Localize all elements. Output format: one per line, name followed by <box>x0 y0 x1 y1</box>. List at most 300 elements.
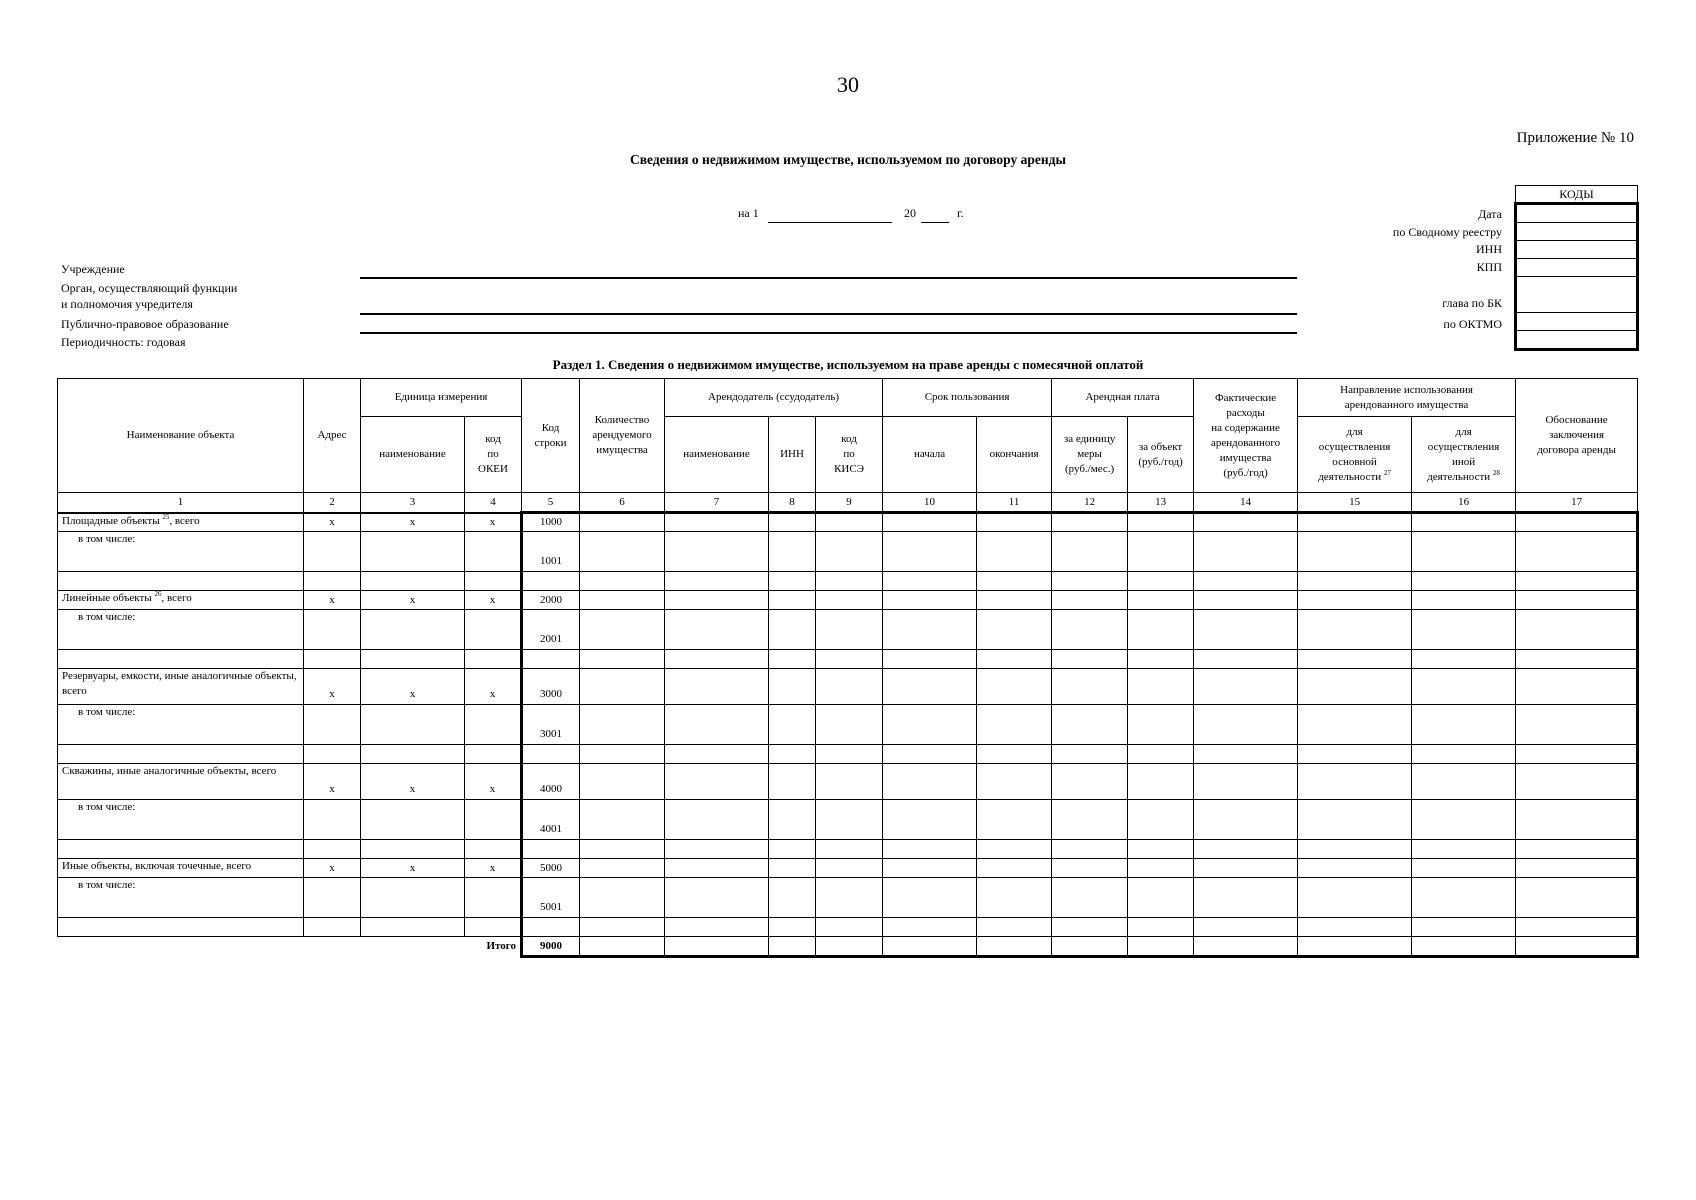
data-cell[interactable] <box>1194 878 1298 918</box>
data-cell[interactable] <box>1128 937 1194 957</box>
code-cell-oktmo[interactable] <box>1516 313 1638 331</box>
data-cell[interactable] <box>1298 840 1412 859</box>
data-cell[interactable] <box>1194 859 1298 878</box>
data-cell[interactable] <box>1052 532 1128 572</box>
data-cell[interactable] <box>769 937 816 957</box>
object-name: Площадные объекты $^{25}$, всего <box>58 513 304 532</box>
data-cell[interactable] <box>580 878 665 918</box>
data-cell[interactable] <box>304 650 361 669</box>
data-cell[interactable] <box>465 650 522 669</box>
data-cell[interactable] <box>580 840 665 859</box>
row-code: 5000 <box>522 859 580 878</box>
row-code[interactable] <box>522 918 580 937</box>
data-cell[interactable] <box>769 859 816 878</box>
data-cell[interactable] <box>816 918 883 937</box>
table-row <box>58 745 1638 764</box>
data-cell[interactable] <box>1298 513 1412 532</box>
col-header-rent-object: за объект (руб./год) <box>1128 417 1194 493</box>
data-cell[interactable] <box>465 705 522 745</box>
code-cell-periodicity[interactable] <box>1516 331 1638 350</box>
data-cell[interactable] <box>580 572 665 591</box>
data-cell[interactable] <box>580 669 665 705</box>
code-cell-date[interactable] <box>1516 204 1638 223</box>
data-cell[interactable] <box>977 513 1052 532</box>
data-cell[interactable] <box>1298 800 1412 840</box>
data-cell[interactable] <box>361 532 465 572</box>
data-cell[interactable] <box>883 513 977 532</box>
table-row <box>58 764 1638 800</box>
organ-label-line2: и полномочия учредителя <box>61 297 193 311</box>
data-cell[interactable] <box>883 572 977 591</box>
institution-label: Учреждение <box>61 262 125 276</box>
code-cell-bk[interactable] <box>1516 277 1638 313</box>
data-cell[interactable] <box>465 745 522 764</box>
data-cell[interactable] <box>977 764 1052 800</box>
data-cell[interactable] <box>665 513 769 532</box>
group-header-rent: Арендная плата <box>1052 379 1194 417</box>
data-cell[interactable] <box>304 610 361 650</box>
data-cell[interactable] <box>883 859 977 878</box>
column-number: 13 <box>1128 493 1194 513</box>
data-cell[interactable] <box>1298 764 1412 800</box>
data-cell[interactable] <box>580 513 665 532</box>
data-cell[interactable] <box>1516 650 1638 669</box>
data-cell[interactable] <box>665 840 769 859</box>
column-number: 1 <box>58 493 304 513</box>
data-cell[interactable] <box>769 800 816 840</box>
data-cell[interactable] <box>1128 650 1194 669</box>
x-mark: x <box>465 859 522 878</box>
data-cell[interactable] <box>1298 669 1412 705</box>
data-cell[interactable] <box>465 532 522 572</box>
data-cell[interactable] <box>58 918 304 937</box>
data-cell[interactable] <box>816 572 883 591</box>
data-cell[interactable] <box>1052 840 1128 859</box>
data-cell[interactable] <box>665 764 769 800</box>
data-cell[interactable] <box>1412 800 1516 840</box>
table-row <box>58 572 1638 591</box>
data-cell[interactable] <box>977 918 1052 937</box>
col-header-quantity: Количество арендуемого имущества <box>580 379 665 493</box>
data-cell[interactable] <box>1052 764 1128 800</box>
codes-box <box>1514 185 1639 351</box>
data-cell[interactable] <box>1194 937 1298 957</box>
data-cell[interactable] <box>361 745 465 764</box>
data-cell[interactable] <box>1052 800 1128 840</box>
public-entity-line <box>360 332 1297 334</box>
data-cell[interactable] <box>1128 745 1194 764</box>
data-cell[interactable] <box>883 840 977 859</box>
data-cell[interactable] <box>769 745 816 764</box>
data-cell[interactable] <box>883 937 977 957</box>
data-cell[interactable] <box>361 800 465 840</box>
data-cell[interactable] <box>465 840 522 859</box>
data-cell[interactable] <box>1128 705 1194 745</box>
data-cell[interactable] <box>361 705 465 745</box>
data-cell[interactable] <box>1516 937 1638 957</box>
data-cell[interactable] <box>1128 610 1194 650</box>
data-cell[interactable] <box>769 610 816 650</box>
data-cell[interactable] <box>816 591 883 610</box>
data-cell[interactable] <box>769 591 816 610</box>
data-cell[interactable] <box>665 705 769 745</box>
data-cell[interactable] <box>1128 918 1194 937</box>
data-cell[interactable] <box>580 764 665 800</box>
data-cell[interactable] <box>816 745 883 764</box>
data-cell[interactable] <box>1412 591 1516 610</box>
data-cell[interactable] <box>769 532 816 572</box>
data-cell[interactable] <box>665 800 769 840</box>
column-number: 17 <box>1516 493 1638 513</box>
organ-label-line1: Орган, осуществляющий функции <box>61 281 238 295</box>
data-cell[interactable] <box>1052 610 1128 650</box>
data-cell[interactable] <box>977 745 1052 764</box>
data-cell[interactable] <box>1412 610 1516 650</box>
x-mark: x <box>304 764 361 800</box>
data-cell[interactable] <box>665 745 769 764</box>
data-cell[interactable] <box>1128 532 1194 572</box>
data-cell[interactable] <box>1298 918 1412 937</box>
data-cell[interactable] <box>816 705 883 745</box>
codes-label-bk: глава по БК <box>1442 296 1502 310</box>
data-cell[interactable] <box>1194 650 1298 669</box>
data-cell[interactable] <box>580 650 665 669</box>
data-cell[interactable] <box>1516 591 1638 610</box>
data-cell[interactable] <box>977 840 1052 859</box>
data-cell[interactable] <box>816 878 883 918</box>
data-cell[interactable] <box>1128 878 1194 918</box>
data-cell[interactable] <box>1412 650 1516 669</box>
data-cell[interactable] <box>58 745 304 764</box>
data-cell[interactable] <box>883 705 977 745</box>
column-number: 7 <box>665 493 769 513</box>
organ-line <box>360 313 1297 315</box>
x-mark: x <box>465 669 522 705</box>
row-code[interactable] <box>522 572 580 591</box>
col-header-basis: Обоснование заключения договора аренды <box>1516 379 1638 493</box>
object-name: Скважины, иные аналогичные объекты, всего <box>58 764 304 800</box>
data-cell[interactable] <box>465 918 522 937</box>
data-cell[interactable] <box>1052 745 1128 764</box>
data-cell[interactable] <box>816 859 883 878</box>
data-cell[interactable] <box>977 591 1052 610</box>
data-cell[interactable] <box>977 532 1052 572</box>
data-cell[interactable] <box>1052 918 1128 937</box>
data-cell[interactable] <box>304 918 361 937</box>
data-cell[interactable] <box>769 705 816 745</box>
data-cell[interactable] <box>883 532 977 572</box>
data-cell[interactable] <box>58 650 304 669</box>
data-cell[interactable] <box>1052 878 1128 918</box>
data-cell[interactable] <box>1052 937 1128 957</box>
data-cell[interactable] <box>1412 572 1516 591</box>
data-cell[interactable] <box>1128 800 1194 840</box>
data-cell[interactable] <box>1298 745 1412 764</box>
data-cell[interactable] <box>1412 669 1516 705</box>
including-label: в том числе: <box>58 610 304 650</box>
data-cell[interactable] <box>1516 840 1638 859</box>
data-cell[interactable] <box>1298 572 1412 591</box>
data-cell[interactable] <box>304 878 361 918</box>
data-cell[interactable] <box>361 650 465 669</box>
data-cell[interactable] <box>816 764 883 800</box>
object-name: Резервуары, емкости, иные аналогичные объекты, всего <box>58 669 304 705</box>
column-number: 5 <box>522 493 580 513</box>
data-cell[interactable] <box>769 669 816 705</box>
data-cell[interactable] <box>580 705 665 745</box>
code-cell-kpp[interactable] <box>1516 259 1638 277</box>
data-cell[interactable] <box>580 918 665 937</box>
data-cell[interactable] <box>665 918 769 937</box>
data-cell[interactable] <box>1516 610 1638 650</box>
data-cell[interactable] <box>883 745 977 764</box>
data-cell[interactable] <box>580 745 665 764</box>
data-cell[interactable] <box>1298 591 1412 610</box>
data-cell[interactable] <box>883 591 977 610</box>
section-title: Раздел 1. Сведения о недвижимом имуществе, используемом на праве аренды с помесячной оплатой <box>552 357 1144 372</box>
data-cell[interactable] <box>465 878 522 918</box>
data-cell[interactable] <box>580 591 665 610</box>
data-cell[interactable] <box>1194 572 1298 591</box>
data-cell[interactable] <box>769 918 816 937</box>
data-cell[interactable] <box>769 513 816 532</box>
col-header-actual-expenses: Фактические расходы на содержание арендованного имущества (руб./год) <box>1194 379 1298 493</box>
data-cell[interactable] <box>1194 745 1298 764</box>
data-cell[interactable] <box>883 610 977 650</box>
table-row <box>58 532 1638 572</box>
row-code[interactable] <box>522 745 580 764</box>
data-cell[interactable] <box>1412 840 1516 859</box>
col-header-unit-name: наименование <box>361 417 465 493</box>
data-cell[interactable] <box>816 650 883 669</box>
data-cell[interactable] <box>465 572 522 591</box>
data-cell[interactable] <box>816 937 883 957</box>
row-code: 4000 <box>522 764 580 800</box>
data-cell[interactable] <box>883 918 977 937</box>
data-cell[interactable] <box>1194 532 1298 572</box>
total-row <box>58 937 1638 957</box>
data-cell[interactable] <box>304 745 361 764</box>
data-cell[interactable] <box>816 840 883 859</box>
data-cell[interactable] <box>1516 859 1638 878</box>
data-cell[interactable] <box>665 859 769 878</box>
data-cell[interactable] <box>977 610 1052 650</box>
data-cell[interactable] <box>58 840 304 859</box>
data-cell[interactable] <box>304 532 361 572</box>
row-code: 1001 <box>522 532 580 572</box>
data-cell[interactable] <box>1516 705 1638 745</box>
data-cell[interactable] <box>1052 650 1128 669</box>
data-cell[interactable] <box>769 650 816 669</box>
col-header-row-code: Код строки <box>522 379 580 493</box>
data-cell[interactable] <box>665 610 769 650</box>
data-cell[interactable] <box>977 705 1052 745</box>
public-entity-label: Публично-правовое образование <box>61 317 229 331</box>
data-cell[interactable] <box>1128 591 1194 610</box>
data-cell[interactable] <box>361 878 465 918</box>
data-cell[interactable] <box>1298 859 1412 878</box>
column-number: 14 <box>1194 493 1298 513</box>
data-cell[interactable] <box>883 800 977 840</box>
group-header-term: Срок пользования <box>883 379 1052 417</box>
data-cell[interactable] <box>769 840 816 859</box>
data-cell[interactable] <box>465 610 522 650</box>
data-cell[interactable] <box>1516 800 1638 840</box>
data-cell[interactable] <box>883 764 977 800</box>
data-cell[interactable] <box>580 610 665 650</box>
data-cell[interactable] <box>769 878 816 918</box>
data-cell[interactable] <box>1412 878 1516 918</box>
data-cell[interactable] <box>1194 705 1298 745</box>
data-cell[interactable] <box>1516 918 1638 937</box>
data-cell[interactable] <box>883 669 977 705</box>
data-cell[interactable] <box>1128 669 1194 705</box>
data-cell[interactable] <box>465 800 522 840</box>
periodicity-label: Периодичность: годовая <box>61 335 186 349</box>
data-cell[interactable] <box>1052 705 1128 745</box>
data-cell[interactable] <box>1298 705 1412 745</box>
data-cell[interactable] <box>883 878 977 918</box>
col-header-lessor-name: наименование <box>665 417 769 493</box>
col-header-address: Адрес <box>304 379 361 493</box>
date-day-month-blank <box>768 208 892 223</box>
data-cell[interactable] <box>977 650 1052 669</box>
column-number: 3 <box>361 493 465 513</box>
data-cell[interactable] <box>361 610 465 650</box>
data-cell[interactable] <box>1128 840 1194 859</box>
data-cell[interactable] <box>769 572 816 591</box>
data-cell[interactable] <box>304 800 361 840</box>
data-cell[interactable] <box>1298 937 1412 957</box>
data-cell[interactable] <box>1516 669 1638 705</box>
data-cell[interactable] <box>304 840 361 859</box>
data-cell[interactable] <box>977 937 1052 957</box>
data-cell[interactable] <box>665 572 769 591</box>
data-cell[interactable] <box>1194 840 1298 859</box>
data-cell[interactable] <box>1516 764 1638 800</box>
data-cell[interactable] <box>1412 745 1516 764</box>
data-cell[interactable] <box>1412 513 1516 532</box>
data-cell[interactable] <box>361 840 465 859</box>
data-cell[interactable] <box>1516 513 1638 532</box>
data-cell[interactable] <box>816 513 883 532</box>
data-cell[interactable] <box>1194 669 1298 705</box>
code-cell-inn[interactable] <box>1516 241 1638 259</box>
date-year-prefix: 20 <box>904 206 916 220</box>
codes-header: КОДЫ <box>1516 186 1638 204</box>
page-number: 30 <box>837 72 859 97</box>
column-number: 11 <box>977 493 1052 513</box>
data-cell[interactable] <box>580 532 665 572</box>
date-year-suffix: г. <box>957 206 964 220</box>
row-code[interactable] <box>522 840 580 859</box>
data-cell[interactable] <box>1194 513 1298 532</box>
data-cell[interactable] <box>1128 764 1194 800</box>
data-cell[interactable] <box>977 669 1052 705</box>
data-cell[interactable] <box>1298 532 1412 572</box>
data-cell[interactable] <box>580 937 665 957</box>
data-cell[interactable] <box>580 859 665 878</box>
data-cell[interactable] <box>580 800 665 840</box>
data-cell[interactable] <box>1194 764 1298 800</box>
data-cell[interactable] <box>361 572 465 591</box>
group-header-direction: Направление использования арендованного имущества <box>1298 379 1516 417</box>
data-cell[interactable] <box>58 572 304 591</box>
codes-label-registry: по Сводному реестру <box>1392 225 1502 239</box>
col-header-main-activity: для осуществления основной деятельности $^{27}$ <box>1298 417 1412 493</box>
data-cell[interactable] <box>1516 745 1638 764</box>
data-cell[interactable] <box>1298 610 1412 650</box>
data-cell[interactable] <box>1412 532 1516 572</box>
data-cell[interactable] <box>304 572 361 591</box>
data-cell[interactable] <box>1052 669 1128 705</box>
data-cell[interactable] <box>1052 572 1128 591</box>
data-cell[interactable] <box>1128 513 1194 532</box>
data-cell[interactable] <box>1516 532 1638 572</box>
data-cell[interactable] <box>665 937 769 957</box>
data-cell[interactable] <box>304 705 361 745</box>
column-number: 2 <box>304 493 361 513</box>
x-mark: x <box>304 591 361 610</box>
row-code: 5001 <box>522 878 580 918</box>
data-cell[interactable] <box>1052 513 1128 532</box>
including-label: в том числе: <box>58 878 304 918</box>
data-cell[interactable] <box>1412 918 1516 937</box>
data-cell[interactable] <box>1412 937 1516 957</box>
data-cell[interactable] <box>816 800 883 840</box>
data-cell[interactable] <box>1128 859 1194 878</box>
data-cell[interactable] <box>1194 591 1298 610</box>
data-cell[interactable] <box>816 532 883 572</box>
data-cell[interactable] <box>665 669 769 705</box>
data-cell[interactable] <box>361 918 465 937</box>
data-cell[interactable] <box>1298 650 1412 669</box>
data-cell[interactable] <box>977 878 1052 918</box>
data-cell[interactable] <box>977 572 1052 591</box>
data-cell[interactable] <box>665 591 769 610</box>
data-cell[interactable] <box>816 669 883 705</box>
x-mark: x <box>465 764 522 800</box>
data-cell[interactable] <box>769 764 816 800</box>
data-cell[interactable] <box>816 610 883 650</box>
data-cell[interactable] <box>665 878 769 918</box>
data-cell[interactable] <box>1412 705 1516 745</box>
code-cell-registry[interactable] <box>1516 223 1638 241</box>
data-cell[interactable] <box>1412 859 1516 878</box>
data-cell[interactable] <box>1194 800 1298 840</box>
data-cell[interactable] <box>883 650 977 669</box>
data-cell[interactable] <box>1128 572 1194 591</box>
data-cell[interactable] <box>1052 591 1128 610</box>
table-row <box>58 859 1638 878</box>
data-cell[interactable] <box>977 800 1052 840</box>
data-cell[interactable] <box>977 859 1052 878</box>
data-cell[interactable] <box>1052 859 1128 878</box>
row-code[interactable] <box>522 650 580 669</box>
row-code: 1000 <box>522 513 580 532</box>
data-cell[interactable] <box>1194 918 1298 937</box>
x-mark: x <box>361 513 465 532</box>
column-number: 16 <box>1412 493 1516 513</box>
data-cell[interactable] <box>1412 764 1516 800</box>
data-cell[interactable] <box>1194 610 1298 650</box>
data-cell[interactable] <box>665 532 769 572</box>
data-cell[interactable] <box>1516 572 1638 591</box>
data-cell[interactable] <box>1516 878 1638 918</box>
column-number: 15 <box>1298 493 1412 513</box>
data-cell[interactable] <box>665 650 769 669</box>
data-cell[interactable] <box>1298 878 1412 918</box>
